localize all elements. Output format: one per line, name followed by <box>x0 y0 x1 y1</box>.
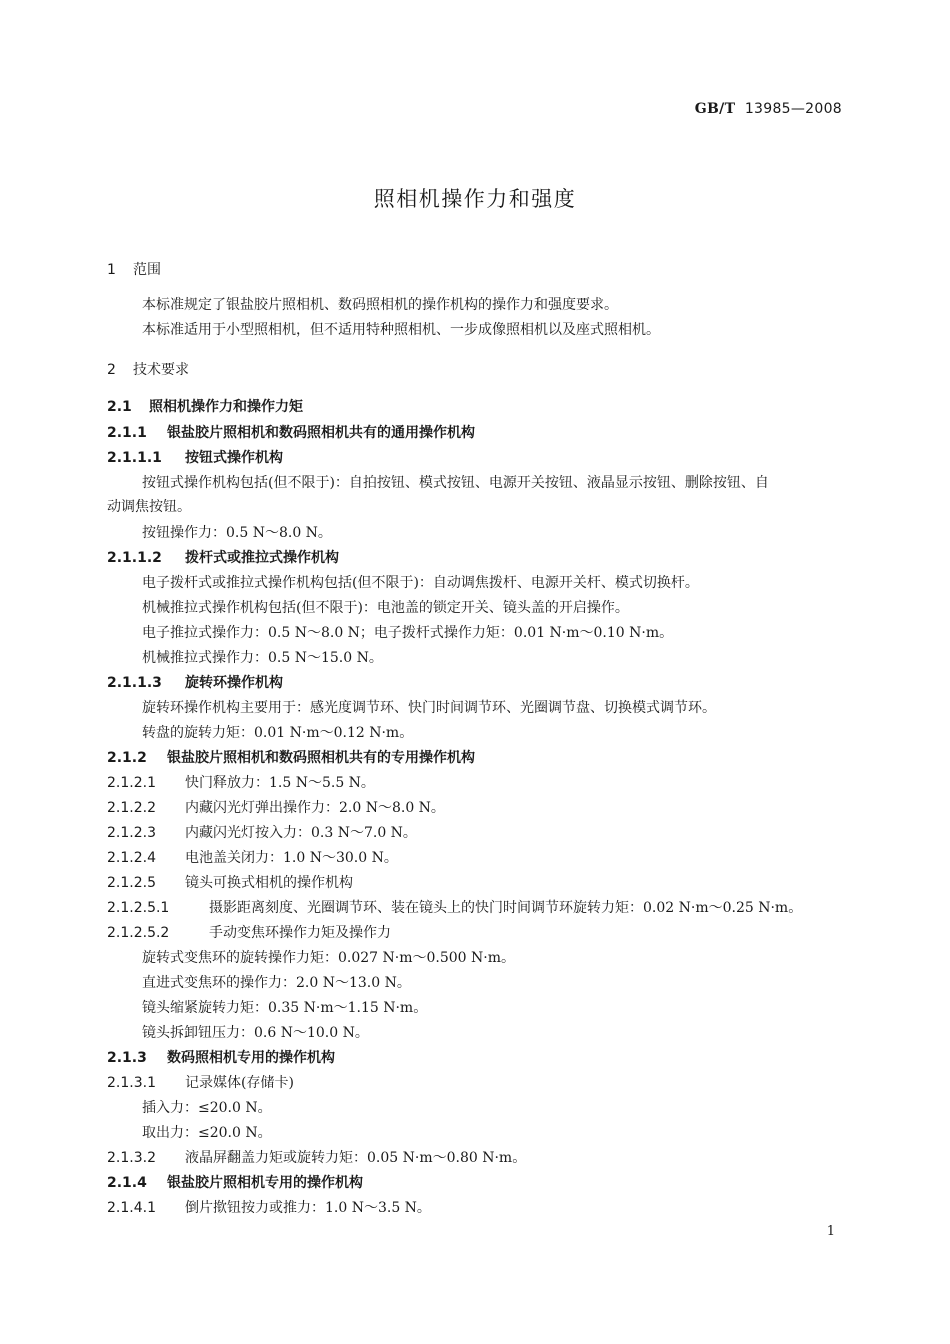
section-2-1-3-2 <box>107 1149 526 1167</box>
document-title: 照相机操作力和强度 <box>373 187 577 211</box>
section-2-1-1-1 <box>107 449 283 467</box>
body-line <box>142 949 515 967</box>
standard-prefix: GB/T <box>694 101 736 117</box>
section-number: 2.1.2.2 <box>107 800 156 816</box>
line-text: 技术要求 <box>133 362 189 378</box>
line-text: 拨杆式或推拉式操作机构 <box>185 550 339 566</box>
line-text: 范围 <box>133 262 161 278</box>
line-text: 按钮式操作机构包括(但不限于)：自拍按钮、模式按钮、电源开关按钮、液晶显示按钮、删除按钮、自 <box>142 475 769 491</box>
body-line <box>142 474 769 492</box>
body-line <box>142 974 411 992</box>
section-2-1-2-5-1 <box>107 899 802 917</box>
section-1 <box>107 261 161 279</box>
line-text: 按钮操作力：0.5 N～8.0 N。 <box>142 525 332 541</box>
line-text: 液晶屏翻盖力矩或旋转力矩：0.05 N·m～0.80 N·m。 <box>185 1150 527 1166</box>
section-number: 2.1 <box>107 399 132 415</box>
line-text: 摄影距离刻度、光圈调节环、装在镜头上的快门时间调节环旋转力矩：0.02 N·m～0.25 N·m。 <box>209 900 803 916</box>
line-text: 银盐胶片照相机专用的操作机构 <box>167 1175 363 1191</box>
section-2-1-3 <box>107 1049 335 1067</box>
line-text: 插入力：≤20.0 N。 <box>142 1100 272 1116</box>
line-text: 旋转环操作机构 <box>185 675 283 691</box>
body-line <box>142 524 332 542</box>
line-text: 手动变焦环操作力矩及操作力 <box>209 925 391 941</box>
section-2-1 <box>107 398 303 416</box>
body-line <box>142 574 699 592</box>
line-text: 记录媒体(存储卡) <box>185 1075 294 1091</box>
body-line <box>142 321 660 339</box>
section-number: 2.1.1 <box>107 425 147 441</box>
line-text: 倒片揿钮按力或推力：1.0 N～3.5 N。 <box>185 1200 431 1216</box>
line-text: 内藏闪光灯按入力：0.3 N～7.0 N。 <box>185 825 417 841</box>
section-2-1-4-1 <box>107 1199 431 1217</box>
section-number: 2.1.3.2 <box>107 1150 156 1166</box>
section-number: 2.1.3 <box>107 1050 147 1066</box>
section-2-1-1 <box>107 424 475 442</box>
line-text: 照相机操作力和操作力矩 <box>149 399 303 415</box>
line-text: 动调焦按钮。 <box>107 499 191 515</box>
line-text: 镜头缩紧旋转力矩：0.35 N·m～1.15 N·m。 <box>142 1000 428 1016</box>
section-number: 2.1.2 <box>107 750 147 766</box>
section-2-1-2 <box>107 749 475 767</box>
section-number: 2.1.1.3 <box>107 675 162 691</box>
section-2-1-2-1 <box>107 774 375 792</box>
line-text: 机械推拉式操作力：0.5 N～15.0 N。 <box>142 650 383 666</box>
section-number: 2.1.2.3 <box>107 825 156 841</box>
standard-code: 13985—2008 <box>744 101 842 117</box>
line-text: 银盐胶片照相机和数码照相机共有的通用操作机构 <box>167 425 475 441</box>
line-text: 电子拨杆式或推拉式操作机构包括(但不限于)：自动调焦拨杆、电源开关杆、模式切换杆。 <box>142 575 699 591</box>
line-text: 按钮式操作机构 <box>185 450 283 466</box>
line-text: 数码照相机专用的操作机构 <box>167 1050 335 1066</box>
body-line <box>142 1024 369 1042</box>
body-line <box>142 296 618 314</box>
section-number: 2 <box>107 362 116 378</box>
line-text: 银盐胶片照相机和数码照相机共有的专用操作机构 <box>167 750 475 766</box>
section-2-1-1-2 <box>107 549 339 567</box>
line-text: 本标准适用于小型照相机，但不适用特种照相机、一步成像照相机以及座式照相机。 <box>142 322 660 338</box>
line-text: 本标准规定了银盐胶片照相机、数码照相机的操作机构的操作力和强度要求。 <box>142 297 618 313</box>
body-line <box>107 498 191 516</box>
body-line <box>142 624 673 642</box>
section-2-1-1-3 <box>107 674 283 692</box>
body-line <box>142 599 629 617</box>
line-text: 机械推拉式操作机构包括(但不限于)：电池盖的锁定开关、镜头盖的开启操作。 <box>142 600 629 616</box>
section-number: 2.1.1.2 <box>107 550 162 566</box>
section-number: 2.1.1.1 <box>107 450 162 466</box>
section-number: 2.1.2.5 <box>107 875 156 891</box>
section-2 <box>107 361 189 379</box>
body-line <box>142 1099 272 1117</box>
line-text: 快门释放力：1.5 N～5.5 N。 <box>185 775 375 791</box>
line-text: 直进式变焦环的操作力：2.0 N～13.0 N。 <box>142 975 411 991</box>
section-number: 2.1.3.1 <box>107 1075 156 1091</box>
body-line <box>142 999 427 1017</box>
body-line <box>142 699 716 717</box>
section-number: 1 <box>107 262 116 278</box>
section-number: 2.1.2.5.1 <box>107 900 170 916</box>
section-2-1-2-2 <box>107 799 445 817</box>
section-2-1-4 <box>107 1174 363 1192</box>
line-text: 镜头拆卸钮压力：0.6 N～10.0 N。 <box>142 1025 369 1041</box>
section-2-1-2-3 <box>107 824 417 842</box>
section-number: 2.1.2.4 <box>107 850 156 866</box>
line-text: 内藏闪光灯弹出操作力：2.0 N～8.0 N。 <box>185 800 445 816</box>
body-line <box>142 1124 272 1142</box>
line-text: 镜头可换式相机的操作机构 <box>185 875 353 891</box>
section-number: 2.1.4 <box>107 1175 147 1191</box>
body-line <box>142 724 413 742</box>
section-2-1-2-5-2 <box>107 924 391 942</box>
line-text: 电子推拉式操作力：0.5 N～8.0 N；电子拨杆式操作力矩：0.01 N·m～0.10 N·m。 <box>142 625 674 641</box>
section-number: 2.1.2.1 <box>107 775 156 791</box>
section-2-1-2-5 <box>107 874 353 892</box>
line-text: 旋转式变焦环的旋转操作力矩：0.027 N·m～0.500 N·m。 <box>142 950 516 966</box>
line-text: 电池盖关闭力：1.0 N～30.0 N。 <box>185 850 398 866</box>
section-number: 2.1.2.5.2 <box>107 925 170 941</box>
section-2-1-3-1 <box>107 1074 294 1092</box>
body-line <box>142 649 383 667</box>
line-text: 旋转环操作机构主要用于：感光度调节环、快门时间调节环、光圈调节盘、切换模式调节环。 <box>142 700 716 716</box>
line-text: 取出力：≤20.0 N。 <box>142 1125 272 1141</box>
line-text: 转盘的旋转力矩：0.01 N·m～0.12 N·m。 <box>142 725 414 741</box>
section-number: 2.1.4.1 <box>107 1200 156 1216</box>
page-number: 1 <box>826 1224 835 1239</box>
section-2-1-2-4 <box>107 849 398 867</box>
